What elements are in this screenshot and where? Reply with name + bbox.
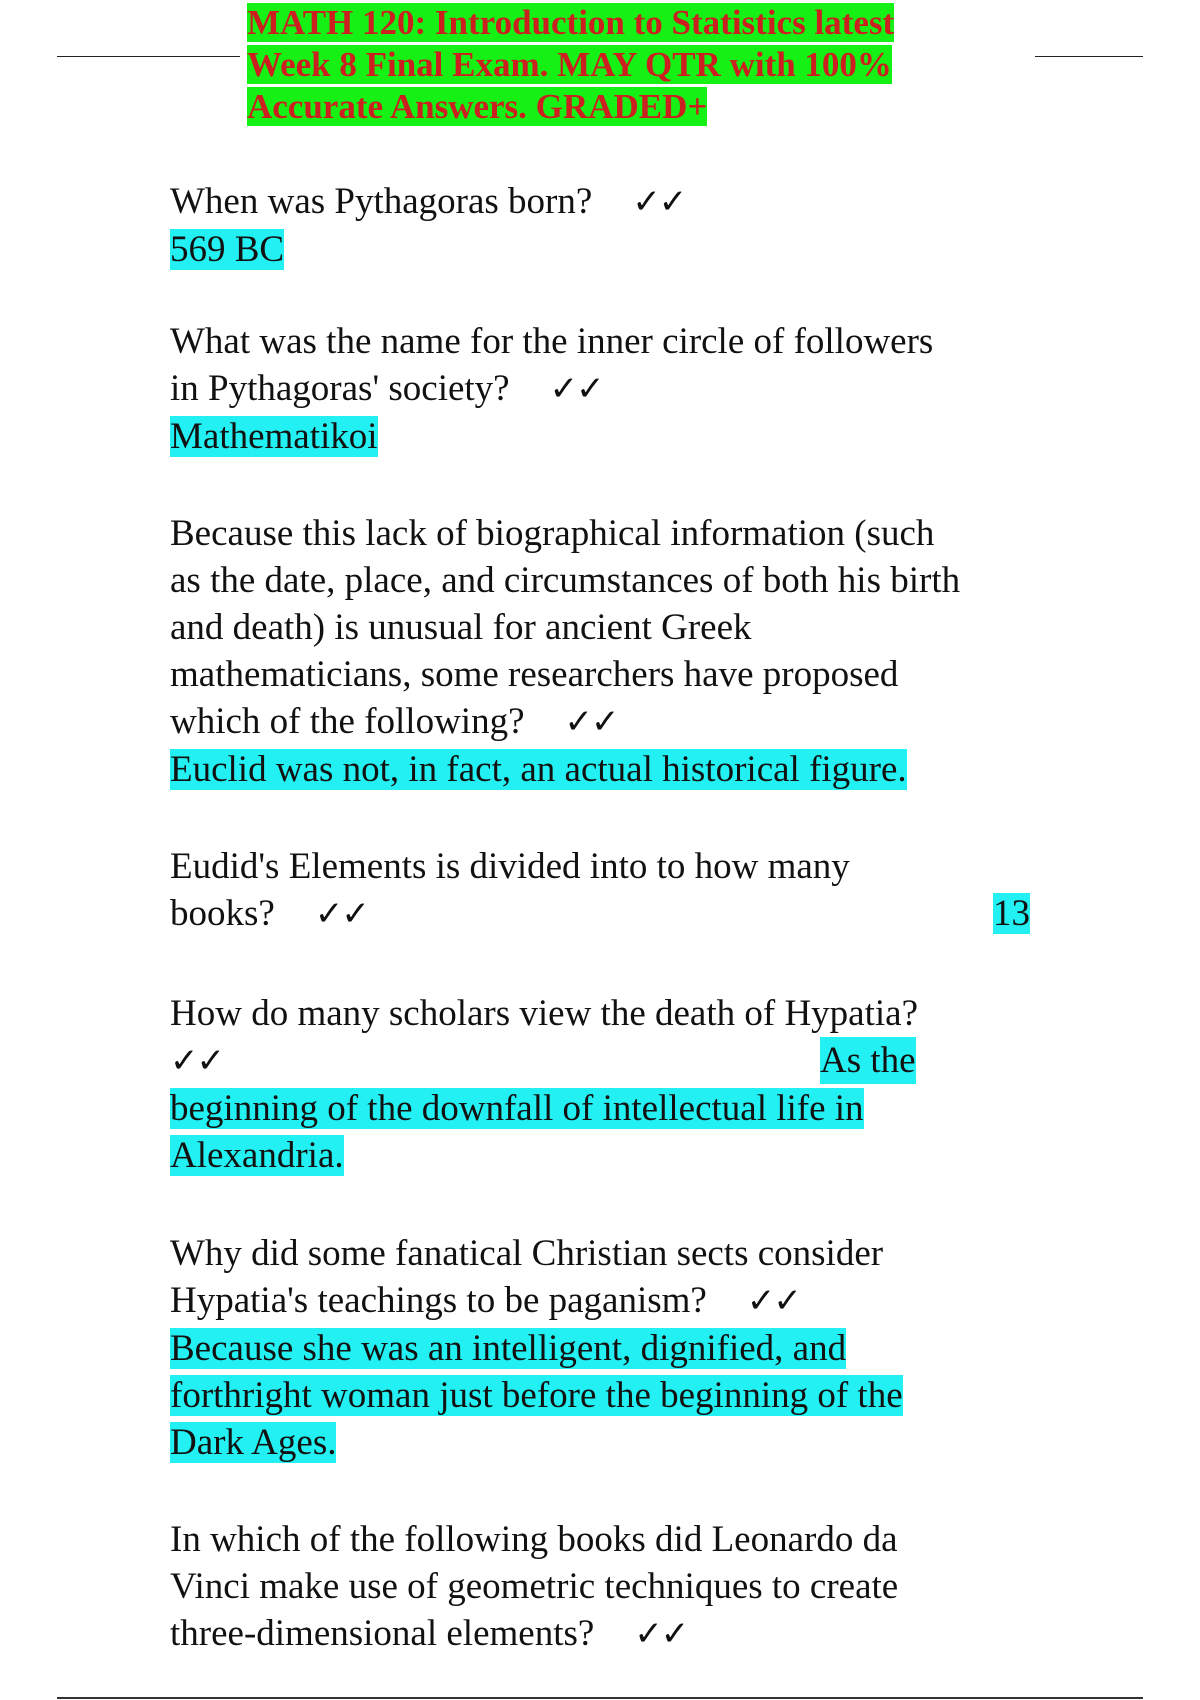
qa-item — [170, 178, 685, 273]
question-text: in Pythagoras' society? ✓✓ — [170, 365, 933, 413]
question-text: Why did some fanatical Christian sects consider — [170, 1233, 884, 1274]
question-text: Vinci make use of geometric techniques to create — [170, 1566, 899, 1607]
answer-text: Dark Ages. — [170, 1422, 337, 1463]
question-text: Hypatia's teachings to be paganism? ✓✓ — [170, 1277, 1030, 1325]
question-text: and death) is unusual for ancient Greek — [170, 607, 752, 648]
answer-text: Euclid was not, in fact, an actual historical figure. — [170, 749, 907, 790]
check-icon: ✓✓ — [314, 894, 368, 934]
check-icon: ✓✓ — [746, 1281, 800, 1321]
title-line: Accurate Answers. GRADED+ — [247, 87, 708, 126]
qa-item — [170, 318, 933, 460]
document-title — [247, 2, 947, 128]
answer-text: Mathematikoi — [170, 416, 378, 457]
qa-item — [170, 510, 960, 793]
answer-text: As the — [820, 1037, 916, 1084]
qa-item — [170, 1230, 1030, 1466]
question-text: books? ✓✓ 13 — [170, 890, 1030, 938]
question-text: What was the name for the inner circle of followers — [170, 321, 934, 362]
qa-item — [170, 1516, 1030, 1658]
check-icon: ✓✓ — [564, 702, 618, 742]
qa-item — [170, 843, 1030, 938]
check-icon: ✓✓ — [632, 182, 686, 222]
question-text: as the date, place, and circumstances of both his birth — [170, 560, 961, 601]
question-text: mathematicians, some researchers have proposed — [170, 654, 899, 695]
check-icon: ✓✓ — [634, 1614, 688, 1654]
title-line: MATH 120: Introduction to Statistics latest — [247, 3, 895, 42]
check-icon: ✓✓ — [549, 369, 603, 409]
header-rule-left — [57, 56, 240, 57]
header-rule-right — [1035, 56, 1143, 57]
check-icon: ✓✓ — [170, 1041, 223, 1081]
answer-text: 13 — [993, 893, 1030, 934]
question-text: When was Pythagoras born? ✓✓ — [170, 178, 685, 226]
question-text: three-dimensional elements? ✓✓ — [170, 1610, 1030, 1658]
answer-text: Alexandria. — [170, 1135, 344, 1176]
question-text: Because this lack of biographical information (such — [170, 513, 935, 554]
question-text: In which of the following books did Leonardo da — [170, 1519, 898, 1560]
title-line: Week 8 Final Exam. MAY QTR with 100% — [247, 45, 892, 84]
question-text: which of the following? ✓✓ — [170, 698, 960, 746]
question-text: Eudid's Elements is divided into to how many — [170, 846, 850, 887]
answer-text: beginning of the downfall of intellectual life in — [170, 1088, 864, 1129]
qa-item — [170, 990, 1030, 1179]
footer-rule — [57, 1697, 1143, 1699]
answer-text: forthright woman just before the beginning of the — [170, 1375, 903, 1416]
question-text: How do many scholars view the death of Hypatia? — [170, 993, 919, 1034]
answer-text: Because she was an intelligent, dignified, and — [170, 1328, 847, 1369]
answer-text: 569 BC — [170, 229, 285, 270]
